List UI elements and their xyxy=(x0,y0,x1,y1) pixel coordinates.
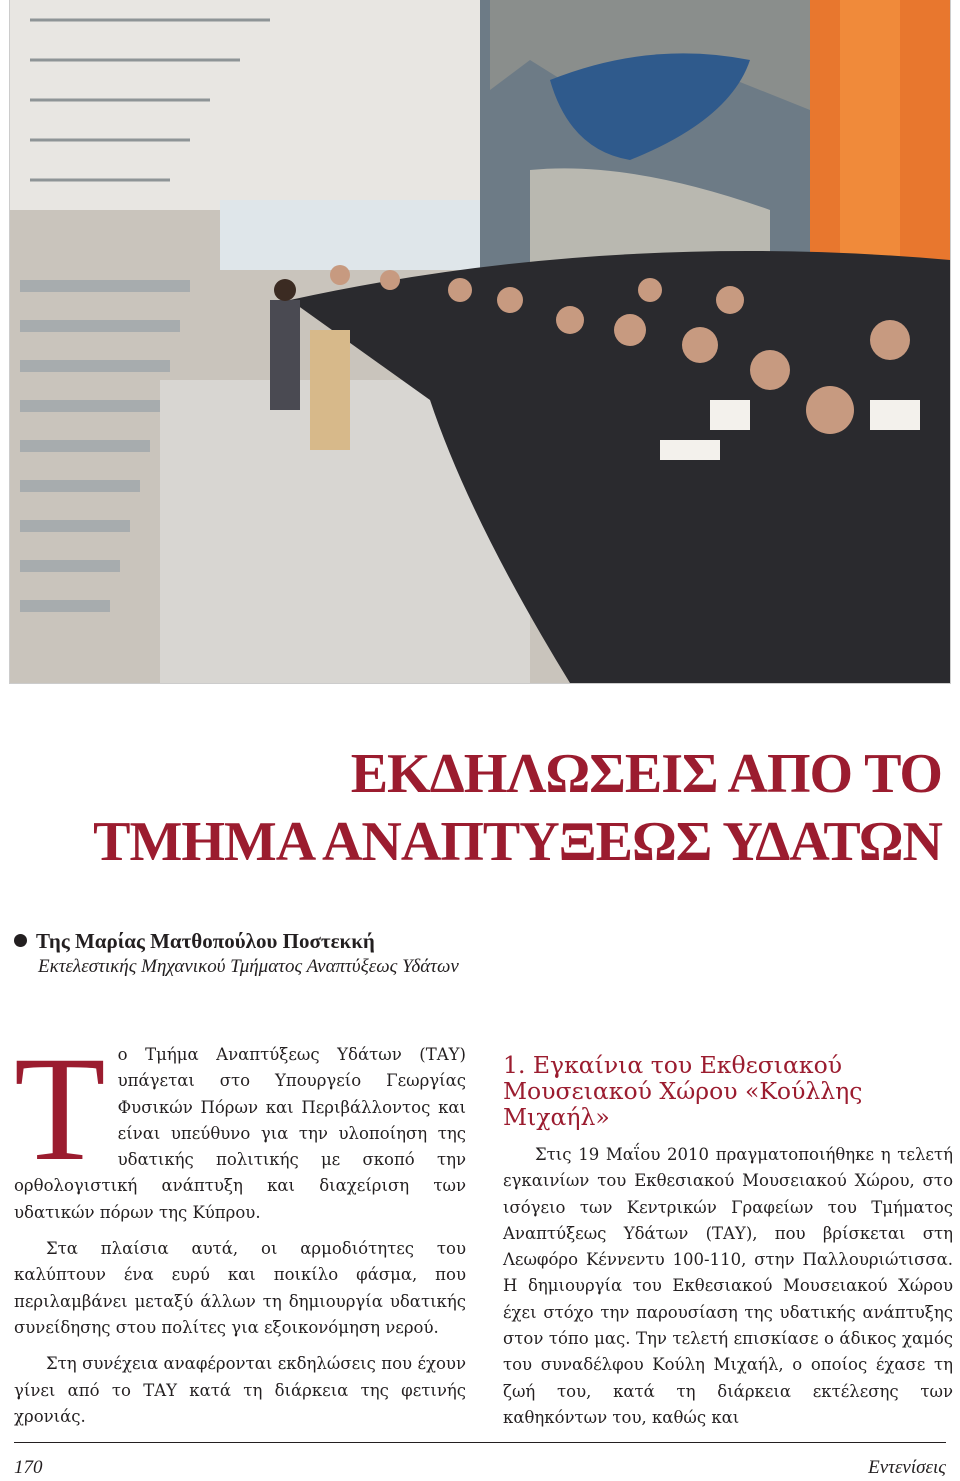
event-photo xyxy=(10,0,950,683)
left-column xyxy=(14,1026,466,1430)
author-role: Εκτελεστικής Μηχανικού Τμήματος Αναπτύξεως Υδάτων xyxy=(38,956,459,977)
page-number: 170 xyxy=(14,1457,43,1478)
bullet-icon xyxy=(14,934,27,947)
author-name: Της Μαρίας Ματθοπούλου Ποστεκκή xyxy=(36,929,375,953)
paragraph: Στα πλαίσια αυτά, οι αρμοδιότητες του καλύπτουν ένα ευρύ και ποικίλο φάσμα, που περιλαμβάνει μεταξύ άλλων τη δημιουργία υδατικής συνείδησης στου πολίτες για εξοικονόμηση νερού. xyxy=(14,1239,466,1337)
magazine-name: Εντενίσεις xyxy=(868,1457,946,1478)
event-photo-icon xyxy=(10,0,950,683)
article-title xyxy=(0,740,960,876)
section-title: 1. Εγκαίνια του Εκθεσιακού Μουσειακού Χώρου «Κούλλης Μιχαήλ» xyxy=(503,1051,863,1131)
title-line-1: ΕΚΔΗΛΩΣΕΙΣ ΑΠΟ ΤΟ xyxy=(350,743,942,805)
drop-cap: Τ xyxy=(14,1026,106,1192)
paragraph: ο Τμήμα Αναπτύξεως Υδάτων (ΤΑΥ) υπάγεται στο Υπουργείο Γεωργίας Φυσικών Πόρων και Περιβάλλοντος και είναι υπεύθυνο για την υλοποίηση της υδατικής πολιτικής με σκοπό την ορθολογιστική ανάπτυξη και διαχείριση των υδατικών πόρων της Κύπρου. xyxy=(14,1045,466,1222)
paragraph: Στη συνέχεια αναφέρονται εκδηλώσεις που έχουν γίνει από το ΤΑΥ κατά τη διάρκεια της φετινής χρονιάς. xyxy=(14,1354,466,1426)
page-footer xyxy=(14,1442,946,1478)
right-column xyxy=(503,1042,953,1431)
author-block xyxy=(14,928,954,980)
title-line-2: ΤΜΗΜΑ ΑΝΑΠΤΥΞΕΩΣ ΥΔΑΤΩΝ xyxy=(93,811,942,873)
paragraph: Στις 19 Μαΐου 2010 πραγματοποιήθηκε η τελετή εγκαινίων του Εκθεσιακού Μουσειακού Χώρου, στο ισόγειο των Κεντρικών Γραφείων του Τμήματος Αναπτύξεως Υδάτων (ΤΑΥ), που βρίσκεται στη Λεωφόρο Κέννεντυ 100-110, στην Παλλουριώτισσα. Η δημιουργία του Εκθεσιακού Μουσειακού Χώρου έχει στόχο την παρουσίαση της υδατικής ανάπτυξης στον τόπο μας. Την τελετή επισκίασε ο άδικος χαμός του συναδέλφου Κούλη Μιχαήλ, ο οποίος έχασε τη ζωή του, κατά τη διάρκεια εκτέλεσης των καθηκόντων του, καθώς και xyxy=(503,1145,953,1427)
